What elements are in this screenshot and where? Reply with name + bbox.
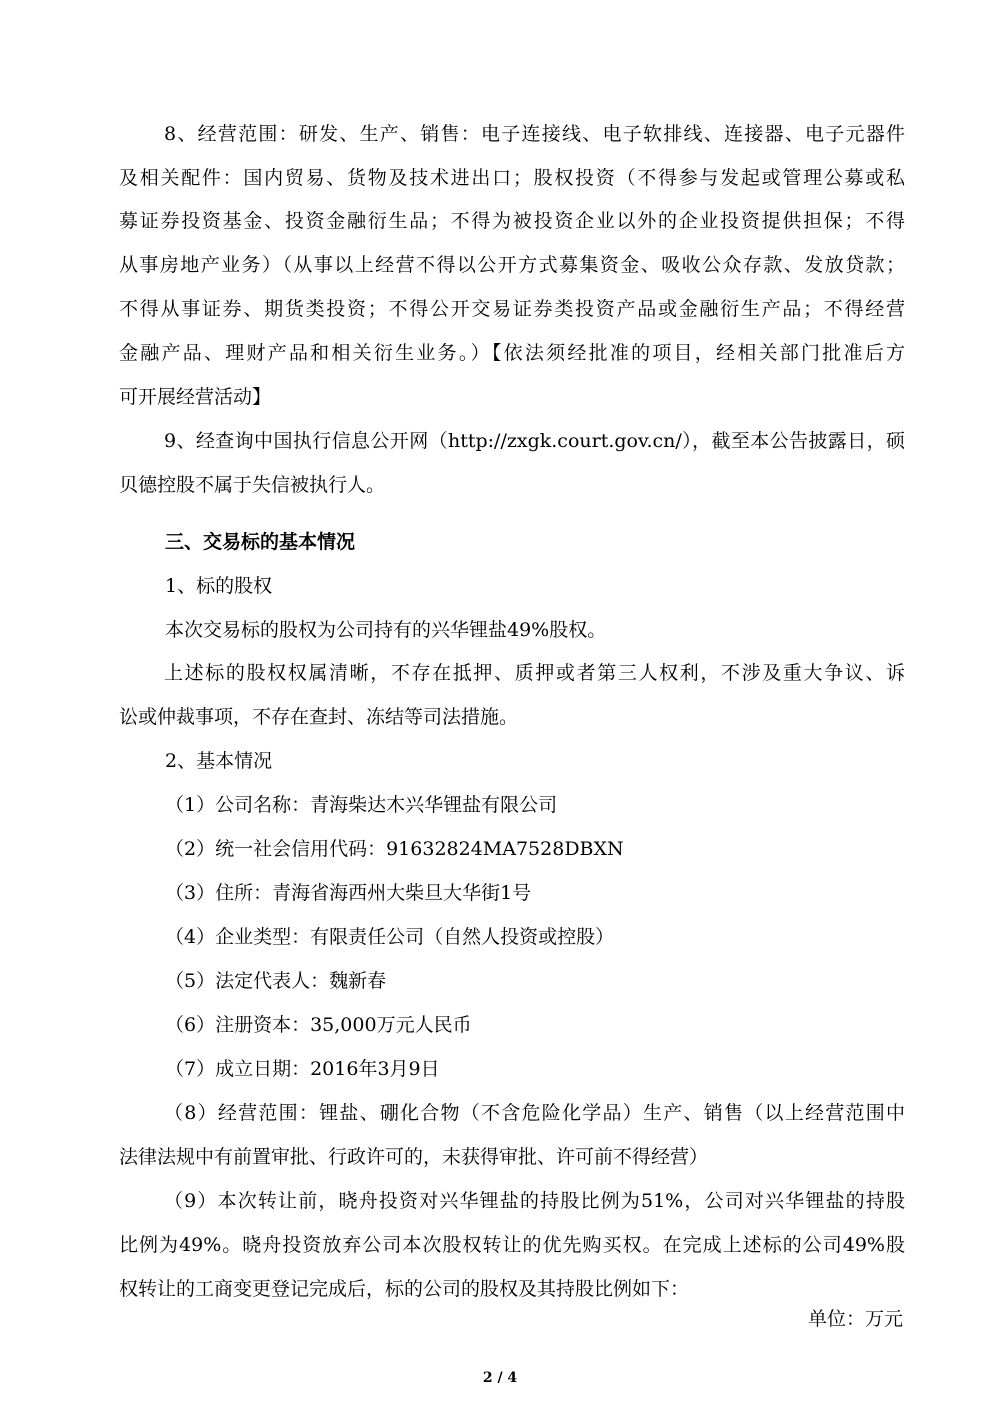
info-item: 比例为49%。晓舟投资放弃公司本次股权转让的优先购买权。在完成上述标的公司49%股 xyxy=(119,1234,905,1256)
info-item: （5）法定代表人：魏新春 xyxy=(165,970,387,992)
info-item: 权转让的工商变更登记完成后，标的公司的股权及其持股比例如下： xyxy=(119,1278,690,1300)
subsection-title: 1、标的股权 xyxy=(165,575,273,597)
paragraph-line: 本次交易标的股权为公司持有的兴华锂盐49%股权。 xyxy=(165,619,607,641)
business-scope-line: 可开展经营活动】 xyxy=(119,386,272,408)
info-item: （6）注册资本：35,000万元人民币 xyxy=(165,1014,472,1036)
dishonest-check-line: 9、经查询中国执行信息公开网（http://zxgk.court.gov.cn/），截至本公告披露日，硕 xyxy=(164,430,905,452)
business-scope-line: 金融产品、理财产品和相关衍生业务。）【依法须经批准的项目，经相关部门批准后方 xyxy=(119,342,905,364)
paragraph-line: 讼或仲裁事项，不存在查封、冻结等司法措施。 xyxy=(119,706,519,728)
info-item: （1）公司名称：青海柴达木兴华锂盐有限公司 xyxy=(165,794,558,816)
business-scope-line: 不得从事证券、期货类投资；不得公开交易证券类投资产品或金融衍生产品；不得经营 xyxy=(119,298,905,320)
info-item: （2）统一社会信用代码：91632824MA7528DBXN xyxy=(165,838,624,860)
info-item: （7）成立日期：2016年3月9日 xyxy=(165,1058,440,1080)
info-item: （4）企业类型：有限责任公司（自然人投资或控股） xyxy=(165,926,615,948)
info-item: 法律法规中有前置审批、行政许可的，未获得审批、许可前不得经营） xyxy=(119,1146,709,1168)
subsection-title: 2、基本情况 xyxy=(165,750,273,772)
unit-label: 单位：万元 xyxy=(807,1308,903,1330)
info-item: （8）经营范围：锂盐、硼化合物（不含危险化学品）生产、销售（以上经营范围中 xyxy=(164,1102,905,1124)
section-heading: 三、交易标的基本情况 xyxy=(165,531,356,553)
paragraph-line: 上述标的股权权属清晰，不存在抵押、质押或者第三人权利，不涉及重大争议、诉 xyxy=(164,662,905,684)
business-scope-line: 募证券投资基金、投资金融衍生品；不得为被投资企业以外的企业投资提供担保；不得 xyxy=(119,210,905,232)
info-item: （9）本次转让前，晓舟投资对兴华锂盐的持股比例为51%，公司对兴华锂盐的持股 xyxy=(164,1190,905,1212)
page-number: 2 / 4 xyxy=(482,1370,518,1386)
business-scope-line: 及相关配件：国内贸易、货物及技术进出口；股权投资（不得参与发起或管理公募或私 xyxy=(119,167,905,189)
business-scope-line: 从事房地产业务）（从事以上经营不得以公开方式募集资金、吸收公众存款、发放贷款； xyxy=(119,254,905,276)
business-scope-line: 8、经营范围：研发、生产、销售：电子连接线、电子软排线、连接器、电子元器件 xyxy=(164,123,905,145)
dishonest-check-line: 贝德控股不属于失信被执行人。 xyxy=(119,474,386,496)
info-item: （3）住所：青海省海西州大柴旦大华街1号 xyxy=(165,882,532,904)
